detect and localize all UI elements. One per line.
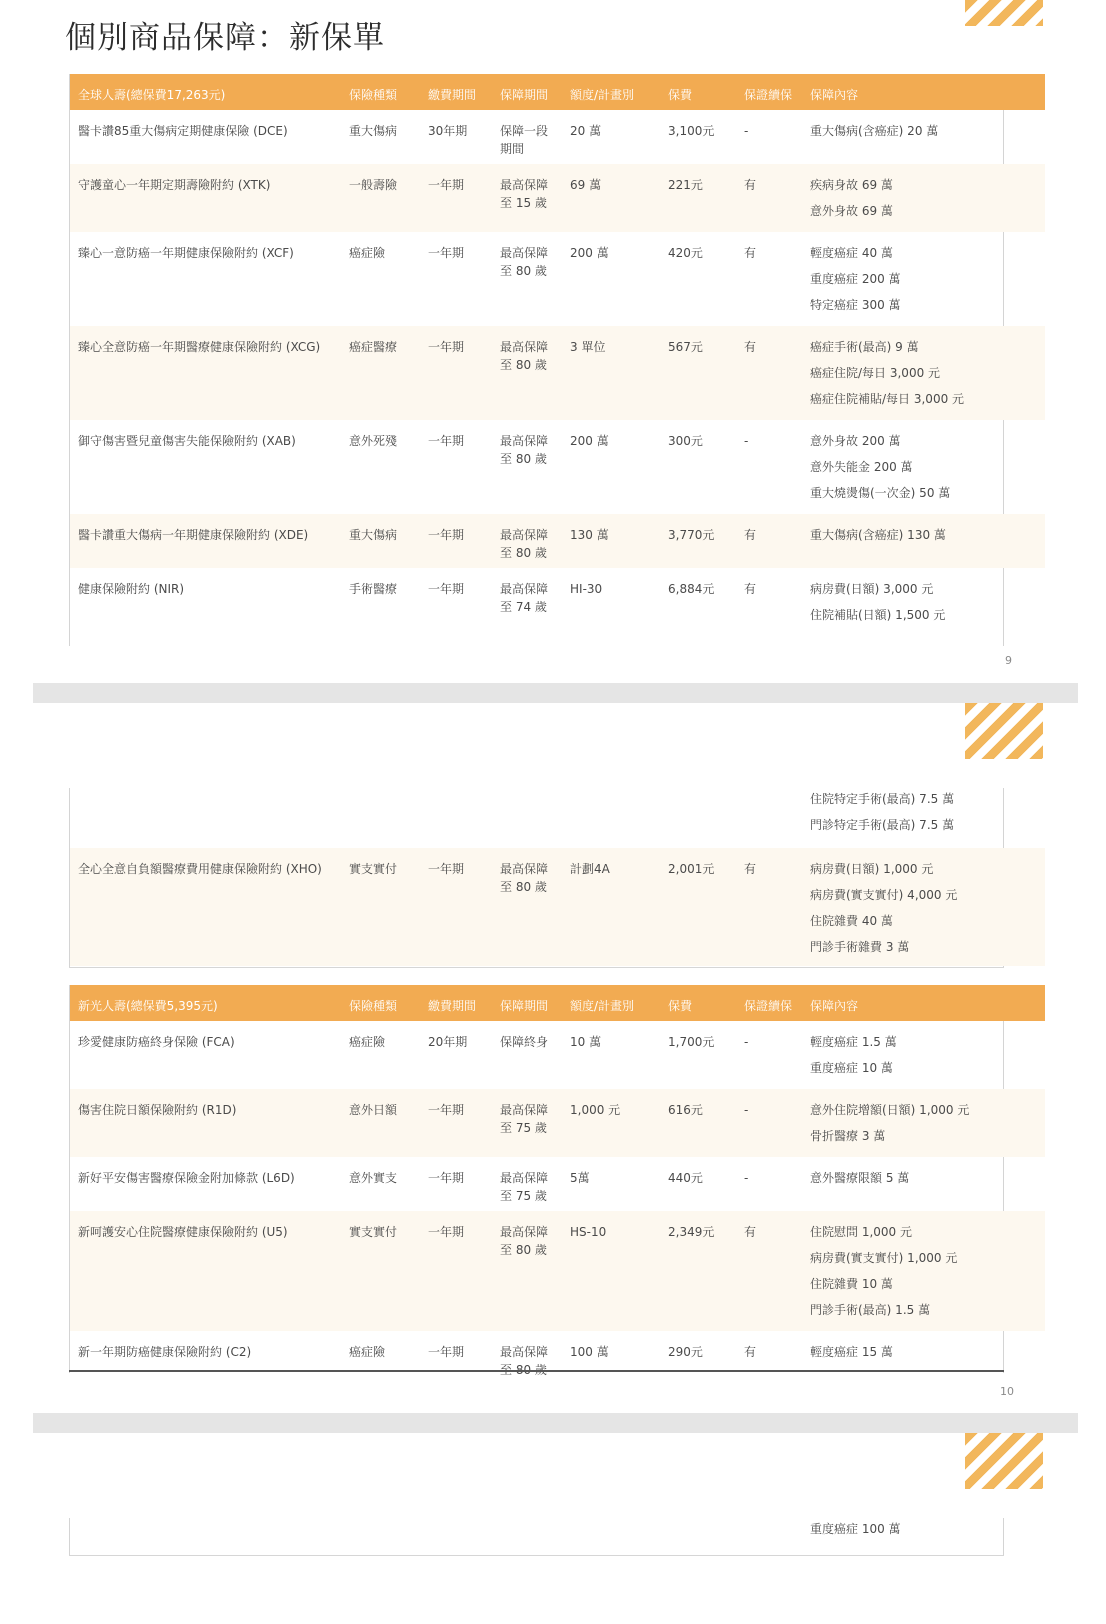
premium-cell: 290元 bbox=[668, 1345, 703, 1359]
premium-cell: 3,770元 bbox=[668, 528, 715, 542]
coverage-line: 輕度癌症 40 萬 bbox=[810, 246, 893, 260]
coverage-period-cell bbox=[500, 1101, 548, 1137]
pay-period-cell: 一年期 bbox=[428, 862, 465, 876]
coverage-line: 疾病身故 69 萬 bbox=[810, 178, 893, 192]
product-name-cell: 健康保險附約 (NIR) bbox=[78, 582, 185, 596]
premium-cell: 1,700元 bbox=[668, 1035, 715, 1049]
amount-cell: 69 萬 bbox=[570, 178, 602, 192]
coverage-cell bbox=[810, 856, 957, 960]
amount-cell: 200 萬 bbox=[570, 246, 609, 260]
product-name-cell: 醫卡讚重大傷病一年期健康保險附約 (XDE) bbox=[78, 528, 309, 542]
col-term-header: 保障期間 bbox=[500, 999, 549, 1013]
coverage-line: 特定癌症 300 萬 bbox=[810, 298, 901, 312]
product-name-cell: 新好平安傷害醫療保險金附加條款 (L6D) bbox=[78, 1171, 295, 1185]
coverage-period-line: 至 15 歲 bbox=[500, 196, 547, 210]
pay-period-cell: 一年期 bbox=[428, 178, 465, 192]
table-row-continued bbox=[70, 1518, 1045, 1554]
premium-cell: 2,349元 bbox=[668, 1225, 715, 1239]
coverage-period-line: 至 80 歲 bbox=[500, 264, 547, 278]
coverage-cell bbox=[810, 576, 945, 628]
coverage-period-line: 至 80 歲 bbox=[500, 880, 547, 894]
pay-period-cell: 一年期 bbox=[428, 1225, 465, 1239]
coverage-line: 重大傷病(含癌症) 20 萬 bbox=[810, 124, 939, 138]
table-row bbox=[70, 848, 1045, 966]
insurance-type-cell: 重大傷病 bbox=[349, 124, 398, 138]
col-premium-header: 保費 bbox=[668, 999, 693, 1013]
col-coverage-header: 保障內容 bbox=[810, 999, 859, 1013]
col-pay-header: 繳費期間 bbox=[428, 88, 477, 102]
insurance-type-cell: 實支實付 bbox=[349, 862, 398, 876]
coverage-cell bbox=[810, 1516, 901, 1542]
table-row bbox=[70, 326, 1045, 420]
insurance-type-cell: 意外日額 bbox=[349, 1103, 398, 1117]
table-row bbox=[70, 232, 1045, 326]
coverage-line: 重度癌症 200 萬 bbox=[810, 272, 901, 286]
coverage-line: 意外身故 200 萬 bbox=[810, 434, 901, 448]
coverage-period-cell bbox=[500, 432, 548, 468]
decorative-stripes-icon bbox=[965, 703, 1043, 759]
coverage-line: 住院補貼(日額) 1,500 元 bbox=[810, 608, 946, 622]
coverage-period-line: 最高保障 bbox=[500, 1103, 549, 1117]
insurance-table-section2 bbox=[70, 985, 1045, 1375]
coverage-period-cell bbox=[500, 1033, 548, 1051]
pay-period-cell: 一年期 bbox=[428, 1345, 465, 1359]
amount-cell: 3 單位 bbox=[570, 340, 606, 354]
coverage-period-cell bbox=[500, 244, 548, 280]
table-row bbox=[70, 1157, 1045, 1211]
coverage-line: 住院雜費 40 萬 bbox=[810, 914, 893, 928]
renewal-cell: 有 bbox=[744, 528, 757, 542]
renewal-cell: 有 bbox=[744, 1225, 757, 1239]
coverage-cell bbox=[810, 118, 938, 144]
coverage-line: 意外住院增額(日額) 1,000 元 bbox=[810, 1103, 970, 1117]
decorative-stripes-icon bbox=[965, 0, 1043, 26]
coverage-period-cell bbox=[500, 580, 548, 616]
page-gap bbox=[33, 1413, 1078, 1433]
col-premium-header: 保費 bbox=[668, 88, 693, 102]
coverage-line: 輕度癌症 1.5 萬 bbox=[810, 1035, 897, 1049]
insurance-table-section1 bbox=[70, 74, 1045, 646]
col-amount-header: 額度/計畫別 bbox=[570, 88, 635, 102]
renewal-cell: 有 bbox=[744, 340, 757, 354]
insurance-type-cell: 癌症險 bbox=[349, 246, 386, 260]
table-bottom-border bbox=[69, 1555, 1004, 1556]
coverage-line: 住院慰問 1,000 元 bbox=[810, 1225, 912, 1239]
coverage-cell bbox=[810, 1339, 893, 1365]
coverage-cell bbox=[810, 172, 893, 224]
company-header: 全球人壽(總保費17,263元) bbox=[78, 88, 226, 102]
coverage-line: 輕度癌症 15 萬 bbox=[810, 1345, 893, 1359]
coverage-line: 病房費(實支實付) 4,000 元 bbox=[810, 888, 958, 902]
coverage-line: 骨折醫療 3 萬 bbox=[810, 1129, 886, 1143]
coverage-period-line: 至 80 歲 bbox=[500, 546, 547, 560]
coverage-cell bbox=[810, 786, 954, 838]
insurance-type-cell: 癌症險 bbox=[349, 1035, 386, 1049]
product-name-cell: 臻心全意防癌一年期醫療健康保險附約 (XCG) bbox=[78, 340, 321, 354]
coverage-period-line: 最高保障 bbox=[500, 1345, 549, 1359]
amount-cell: 130 萬 bbox=[570, 528, 609, 542]
insurance-type-cell: 意外死殘 bbox=[349, 434, 398, 448]
company-header: 新光人壽(總保費5,395元) bbox=[78, 999, 218, 1013]
renewal-cell: 有 bbox=[744, 178, 757, 192]
table-row bbox=[70, 1021, 1045, 1089]
coverage-cell bbox=[810, 334, 964, 412]
coverage-period-line: 最高保障 bbox=[500, 340, 549, 354]
coverage-line: 重度癌症 100 萬 bbox=[810, 1522, 901, 1536]
premium-cell: 420元 bbox=[668, 246, 703, 260]
table-header bbox=[70, 74, 1045, 110]
table-row bbox=[70, 1331, 1045, 1371]
renewal-cell: 有 bbox=[744, 1345, 757, 1359]
table-row bbox=[70, 1211, 1045, 1331]
page-gap bbox=[33, 683, 1078, 703]
insurance-table-section2-continued bbox=[70, 1518, 1045, 1556]
premium-cell: 300元 bbox=[668, 434, 703, 448]
coverage-period-cell bbox=[500, 1343, 548, 1379]
table-row bbox=[70, 514, 1045, 568]
insurance-type-cell: 手術醫療 bbox=[349, 582, 398, 596]
coverage-period-line: 最高保障 bbox=[500, 246, 549, 260]
col-amount-header: 額度/計畫別 bbox=[570, 999, 635, 1013]
coverage-period-line: 最高保障 bbox=[500, 434, 549, 448]
coverage-period-line: 最高保障 bbox=[500, 1225, 549, 1239]
product-name-cell: 臻心一意防癌一年期健康保險附約 (XCF) bbox=[78, 246, 294, 260]
pay-period-cell: 一年期 bbox=[428, 1103, 465, 1117]
coverage-period-line: 保障一段 bbox=[500, 124, 549, 138]
col-type-header: 保險種類 bbox=[349, 88, 398, 102]
table-row bbox=[70, 110, 1045, 164]
coverage-period-line: 至 75 歲 bbox=[500, 1189, 547, 1203]
amount-cell: 5萬 bbox=[570, 1171, 590, 1185]
table-row bbox=[70, 1089, 1045, 1157]
coverage-cell bbox=[810, 1029, 897, 1081]
page-number: 10 bbox=[1000, 1385, 1014, 1398]
coverage-line: 重大燒燙傷(一次金) 50 萬 bbox=[810, 486, 951, 500]
coverage-period-line: 至 75 歲 bbox=[500, 1121, 547, 1135]
product-name-cell: 新呵護安心住院醫療健康保險附約 (U5) bbox=[78, 1225, 288, 1239]
coverage-period-line: 最高保障 bbox=[500, 582, 549, 596]
decorative-stripes-icon bbox=[965, 1433, 1043, 1489]
coverage-period-line: 最高保障 bbox=[500, 862, 549, 876]
coverage-period-cell bbox=[500, 526, 548, 562]
coverage-period-line: 至 80 歲 bbox=[500, 1243, 547, 1257]
coverage-line: 門診特定手術(最高) 7.5 萬 bbox=[810, 818, 955, 832]
pay-period-cell: 一年期 bbox=[428, 246, 465, 260]
coverage-line: 意外醫療限額 5 萬 bbox=[810, 1171, 910, 1185]
col-term-header: 保障期間 bbox=[500, 88, 549, 102]
coverage-line: 門診手術雜費 3 萬 bbox=[810, 940, 910, 954]
table-bottom-border bbox=[69, 967, 1004, 968]
premium-cell: 2,001元 bbox=[668, 862, 715, 876]
product-name-cell: 珍愛健康防癌終身保險 (FCA) bbox=[78, 1035, 235, 1049]
coverage-period-cell bbox=[500, 1169, 548, 1205]
product-name-cell: 御守傷害暨兒童傷害失能保險附約 (XAB) bbox=[78, 434, 296, 448]
table-row-continued bbox=[70, 788, 1045, 848]
insurance-type-cell: 意外實支 bbox=[349, 1171, 398, 1185]
product-name-cell: 全心全意自負額醫療費用健康保險附約 (XHO) bbox=[78, 862, 322, 876]
coverage-cell bbox=[810, 240, 901, 318]
renewal-cell: - bbox=[744, 124, 749, 138]
coverage-period-cell bbox=[500, 338, 548, 374]
coverage-period-line: 最高保障 bbox=[500, 178, 549, 192]
premium-cell: 6,884元 bbox=[668, 582, 715, 596]
renewal-cell: - bbox=[744, 434, 749, 448]
premium-cell: 221元 bbox=[668, 178, 703, 192]
coverage-line: 重度癌症 10 萬 bbox=[810, 1061, 893, 1075]
amount-cell: 1,000 元 bbox=[570, 1103, 621, 1117]
insurance-table-section1-continued bbox=[70, 788, 1045, 968]
pay-period-cell: 一年期 bbox=[428, 340, 465, 354]
premium-cell: 440元 bbox=[668, 1171, 703, 1185]
pay-period-cell: 一年期 bbox=[428, 582, 465, 596]
insurance-type-cell: 癌症醫療 bbox=[349, 340, 398, 354]
coverage-line: 意外失能金 200 萬 bbox=[810, 460, 913, 474]
pay-period-cell: 一年期 bbox=[428, 1171, 465, 1185]
coverage-line: 門診手術(最高) 1.5 萬 bbox=[810, 1303, 931, 1317]
coverage-line: 癌症住院/每日 3,000 元 bbox=[810, 366, 941, 380]
coverage-line: 癌症手術(最高) 9 萬 bbox=[810, 340, 919, 354]
premium-cell: 567元 bbox=[668, 340, 703, 354]
coverage-line: 病房費(實支實付) 1,000 元 bbox=[810, 1251, 958, 1265]
table-header bbox=[70, 985, 1045, 1021]
product-name-cell: 新一年期防癌健康保險附約 (C2) bbox=[78, 1345, 252, 1359]
coverage-period-line: 期間 bbox=[500, 142, 525, 156]
coverage-cell bbox=[810, 428, 950, 506]
col-pay-header: 繳費期間 bbox=[428, 999, 477, 1013]
coverage-period-line: 最高保障 bbox=[500, 528, 549, 542]
col-coverage-header: 保障內容 bbox=[810, 88, 859, 102]
insurance-type-cell: 一般壽險 bbox=[349, 178, 398, 192]
pay-period-cell: 30年期 bbox=[428, 124, 468, 138]
col-renew-header: 保證續保 bbox=[744, 88, 793, 102]
coverage-cell bbox=[810, 1219, 957, 1323]
coverage-period-line: 至 74 歲 bbox=[500, 600, 547, 614]
coverage-line: 重大傷病(含癌症) 130 萬 bbox=[810, 528, 946, 542]
premium-cell: 616元 bbox=[668, 1103, 703, 1117]
product-name-cell: 傷害住院日額保險附約 (R1D) bbox=[78, 1103, 237, 1117]
amount-cell: 10 萬 bbox=[570, 1035, 602, 1049]
coverage-cell bbox=[810, 522, 946, 548]
coverage-line: 病房費(日額) 3,000 元 bbox=[810, 582, 934, 596]
coverage-line: 癌症住院補貼/每日 3,000 元 bbox=[810, 392, 965, 406]
product-name-cell: 守護童心一年期定期壽險附約 (XTK) bbox=[78, 178, 271, 192]
insurance-type-cell: 癌症險 bbox=[349, 1345, 386, 1359]
coverage-period-cell bbox=[500, 1223, 548, 1259]
coverage-period-line: 至 80 歲 bbox=[500, 358, 547, 372]
renewal-cell: 有 bbox=[744, 862, 757, 876]
table-row bbox=[70, 164, 1045, 232]
amount-cell: HS-10 bbox=[570, 1225, 607, 1239]
amount-cell: 計劃4A bbox=[570, 862, 610, 876]
table-cut-line bbox=[69, 1370, 1004, 1372]
coverage-period-line: 保障終身 bbox=[500, 1035, 549, 1049]
amount-cell: 100 萬 bbox=[570, 1345, 609, 1359]
coverage-cell bbox=[810, 1165, 909, 1191]
renewal-cell: - bbox=[744, 1035, 749, 1049]
coverage-period-cell bbox=[500, 122, 548, 158]
renewal-cell: - bbox=[744, 1103, 749, 1117]
insurance-type-cell: 實支實付 bbox=[349, 1225, 398, 1239]
page-title: 個別商品保障：新保單 bbox=[65, 20, 385, 56]
col-renew-header: 保證續保 bbox=[744, 999, 793, 1013]
coverage-period-cell bbox=[500, 860, 548, 896]
coverage-period-cell bbox=[500, 176, 548, 212]
premium-cell: 3,100元 bbox=[668, 124, 715, 138]
amount-cell: 200 萬 bbox=[570, 434, 609, 448]
coverage-cell bbox=[810, 1097, 969, 1149]
coverage-period-line: 至 80 歲 bbox=[500, 452, 547, 466]
product-name-cell: 醫卡讚85重大傷病定期健康保險 (DCE) bbox=[78, 124, 288, 138]
coverage-line: 住院雜費 10 萬 bbox=[810, 1277, 893, 1291]
amount-cell: HI-30 bbox=[570, 582, 603, 596]
coverage-line: 意外身故 69 萬 bbox=[810, 204, 893, 218]
table-row bbox=[70, 568, 1045, 646]
coverage-line: 病房費(日額) 1,000 元 bbox=[810, 862, 934, 876]
insurance-type-cell: 重大傷病 bbox=[349, 528, 398, 542]
renewal-cell: 有 bbox=[744, 246, 757, 260]
pay-period-cell: 一年期 bbox=[428, 434, 465, 448]
amount-cell: 20 萬 bbox=[570, 124, 602, 138]
pay-period-cell: 20年期 bbox=[428, 1035, 468, 1049]
page-number: 9 bbox=[1005, 654, 1012, 667]
renewal-cell: - bbox=[744, 1171, 749, 1185]
renewal-cell: 有 bbox=[744, 582, 757, 596]
table-row bbox=[70, 420, 1045, 514]
col-type-header: 保險種類 bbox=[349, 999, 398, 1013]
coverage-line: 住院特定手術(最高) 7.5 萬 bbox=[810, 792, 955, 806]
pay-period-cell: 一年期 bbox=[428, 528, 465, 542]
coverage-period-line: 最高保障 bbox=[500, 1171, 549, 1185]
